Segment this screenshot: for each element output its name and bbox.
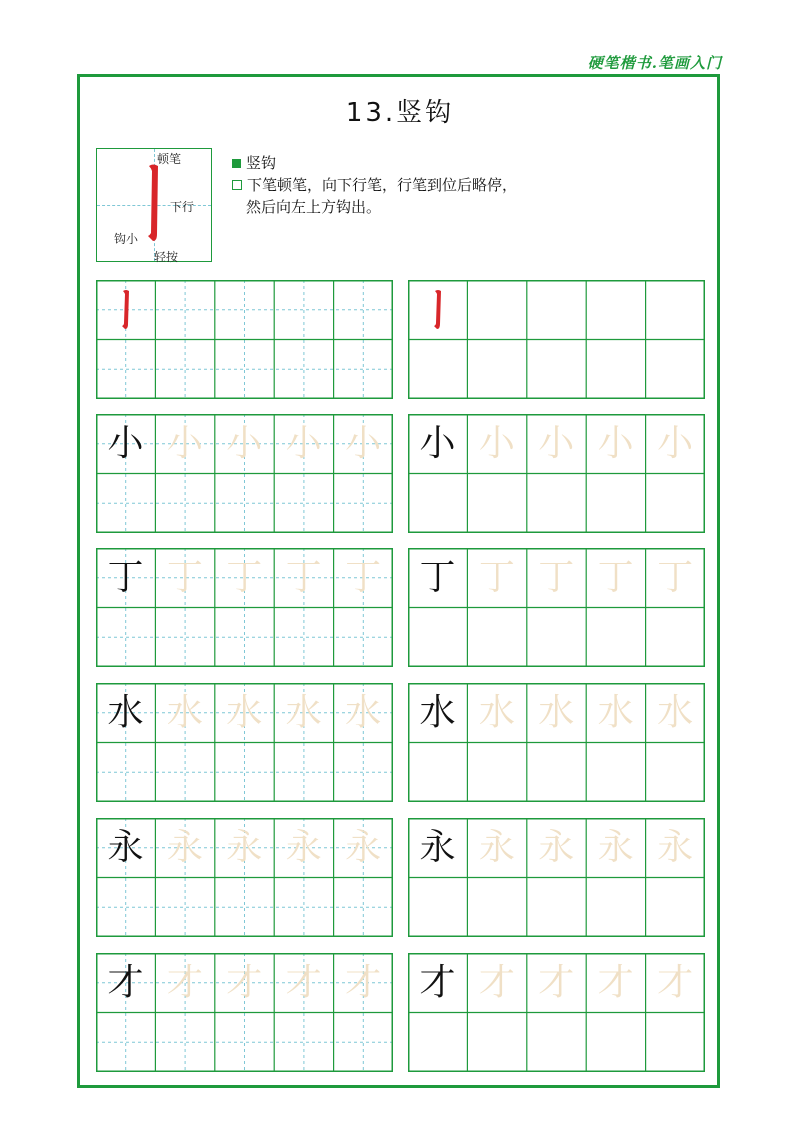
stroke-name: 竖钩 bbox=[246, 154, 277, 172]
trace-character: 丁 bbox=[285, 556, 322, 598]
trace-character: 丁 bbox=[657, 556, 694, 598]
trace-character: 水 bbox=[166, 691, 203, 733]
trace-character: 水 bbox=[226, 691, 263, 733]
trace-character: 才 bbox=[166, 961, 203, 1003]
trace-character: 丁 bbox=[538, 556, 575, 598]
model-character: 才 bbox=[419, 961, 456, 1003]
practice-grid bbox=[96, 818, 393, 937]
trace-character: 才 bbox=[345, 961, 382, 1003]
model-character: 永 bbox=[107, 826, 144, 868]
trace-character: 永 bbox=[597, 826, 634, 868]
practice-grid bbox=[408, 280, 705, 399]
trace-character: 才 bbox=[226, 961, 263, 1003]
trace-character: 才 bbox=[538, 961, 575, 1003]
trace-character: 丁 bbox=[226, 556, 263, 598]
trace-character: 小 bbox=[345, 422, 382, 464]
trace-character: 水 bbox=[538, 691, 575, 733]
trace-character: 小 bbox=[226, 422, 263, 464]
model-character: 永 bbox=[419, 826, 456, 868]
trace-character: 永 bbox=[657, 826, 694, 868]
trace-character: 水 bbox=[597, 691, 634, 733]
stroke-description bbox=[232, 152, 517, 218]
practice-grid bbox=[96, 953, 393, 1072]
trace-character: 才 bbox=[285, 961, 322, 1003]
practice-grid bbox=[96, 683, 393, 802]
model-character: 水 bbox=[107, 691, 144, 733]
practice-grid bbox=[96, 548, 393, 667]
trace-character: 永 bbox=[478, 826, 515, 868]
page-title: 13.竖钩 bbox=[345, 98, 455, 128]
model-character: 丁 bbox=[107, 556, 144, 598]
trace-character: 水 bbox=[657, 691, 694, 733]
demo-label-bottom: 轻按 bbox=[154, 250, 179, 264]
trace-character: 小 bbox=[478, 422, 515, 464]
trace-character: 小 bbox=[657, 422, 694, 464]
trace-character: 永 bbox=[166, 826, 203, 868]
model-character: 小 bbox=[107, 422, 144, 464]
page-header: 硬笔楷书.笔画入门 bbox=[587, 54, 722, 72]
trace-character: 水 bbox=[478, 691, 515, 733]
trace-character: 才 bbox=[657, 961, 694, 1003]
trace-character: 永 bbox=[226, 826, 263, 868]
model-character: 小 bbox=[419, 422, 456, 464]
trace-character: 才 bbox=[597, 961, 634, 1003]
model-character: 水 bbox=[419, 691, 456, 733]
empty-square-icon bbox=[232, 180, 242, 190]
trace-character: 才 bbox=[478, 961, 515, 1003]
stroke-demo-box bbox=[96, 148, 212, 262]
description-line-1: 下笔顿笔，向下行笔，行笔到位后略停， bbox=[247, 176, 518, 194]
trace-character: 丁 bbox=[166, 556, 203, 598]
trace-character: 小 bbox=[166, 422, 203, 464]
trace-character: 永 bbox=[285, 826, 322, 868]
demo-label-top: 顿笔 bbox=[157, 152, 182, 166]
demo-label-right: 下行 bbox=[170, 200, 195, 214]
practice-grid bbox=[408, 683, 705, 802]
model-character: 才 bbox=[107, 961, 144, 1003]
trace-character: 小 bbox=[538, 422, 575, 464]
trace-character: 永 bbox=[538, 826, 575, 868]
trace-character: 丁 bbox=[345, 556, 382, 598]
practice-grid bbox=[408, 953, 705, 1072]
practice-grid bbox=[408, 818, 705, 937]
trace-character: 丁 bbox=[478, 556, 515, 598]
description-line-2: 然后向左上方钩出。 bbox=[246, 198, 382, 216]
trace-character: 小 bbox=[597, 422, 634, 464]
filled-square-icon bbox=[232, 159, 241, 168]
practice-grid bbox=[408, 414, 705, 533]
trace-character: 小 bbox=[285, 422, 322, 464]
practice-grid bbox=[408, 548, 705, 667]
practice-grid bbox=[96, 280, 393, 399]
trace-character: 水 bbox=[285, 691, 322, 733]
model-character: 丁 bbox=[419, 556, 456, 598]
trace-character: 丁 bbox=[597, 556, 634, 598]
demo-label-left: 钩小 bbox=[114, 232, 139, 246]
trace-character: 水 bbox=[345, 691, 382, 733]
trace-character: 永 bbox=[345, 826, 382, 868]
practice-grid bbox=[96, 414, 393, 533]
